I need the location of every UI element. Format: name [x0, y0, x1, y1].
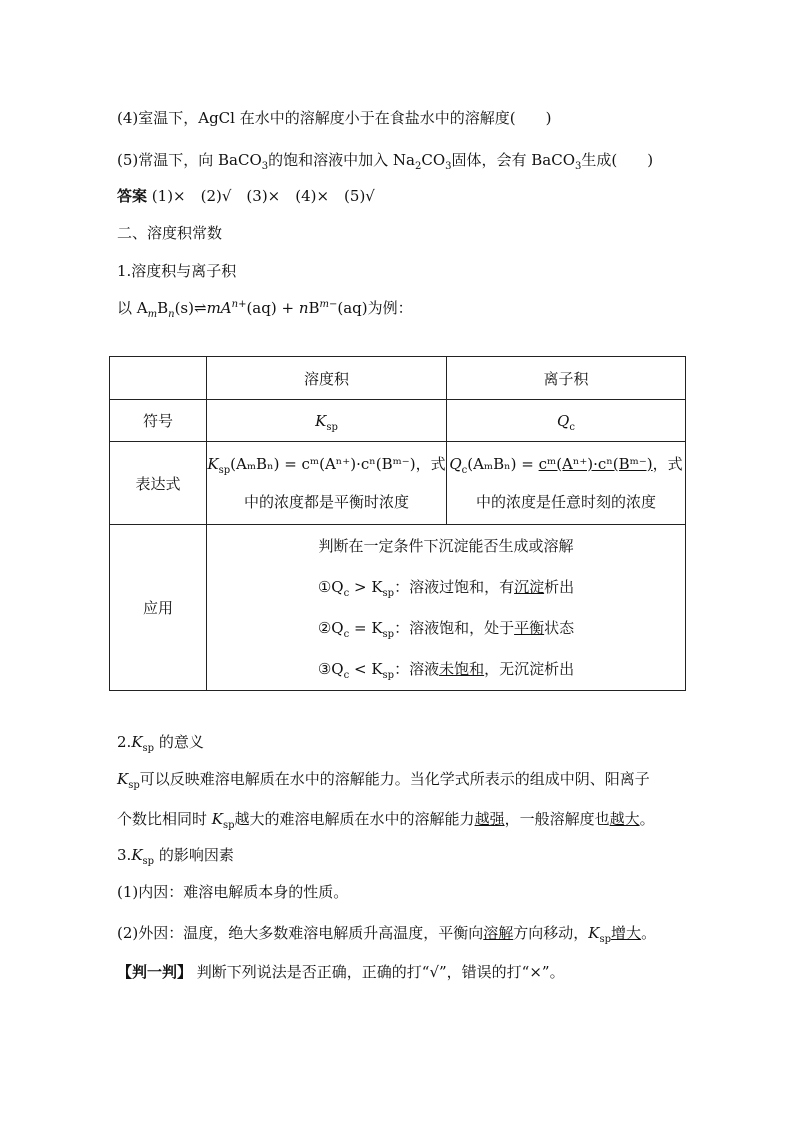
dissolution-equilibrium: 以 $A_mB_n(s)\rightleftharpoons mA^{n+}(aq) + nB^{m-}(aq)$为例： — [117, 299, 413, 320]
table-row: 应用 判断在一定条件下沉淀能否生成或溶解 $①Q_c > K_{sp}$：溶液过饱和，有沉淀析出 $②Q_c = K_{sp}$：溶液饱和，处于平衡状态 $③Q_c < K_{sp}$：溶液未饱和，无沉淀析出 — [110, 525, 686, 691]
judge-label: 【判一判】 — [117, 963, 193, 981]
subsection-2-title: $2.K_{sp}$ 的意义 — [117, 733, 204, 754]
section-title: 二、溶度积常数 — [117, 224, 223, 242]
paragraph: (2)外因：温度，绝大多数难溶电解质升高温度，平衡向溶解方向移动，$K_{sp}$增大。 — [117, 924, 657, 945]
judge-prompt: 【判一判】 判断下列说法是否正确，正确的打“√”，错误的打“×”。 — [117, 963, 565, 981]
table-row: 符号 $K_{sp}$ $Q_c$ — [110, 400, 686, 442]
answer-text: (1)× (2)√ (3)× (4)× (5)√ — [151, 187, 375, 205]
table-header-row — [110, 357, 686, 400]
answer-label: 答案 — [117, 187, 148, 205]
table-row: 表达式 $K_{sp}(A_mB_n)$ = cᵐ(Aⁿ⁺)·cⁿ(Bᵐ⁻)，式 中的浓度都是平衡时浓度 $Q_c(A_mB_n)$ = cᵐ(Aⁿ⁺)·cⁿ(Bᵐ⁻)，式 中的浓度是任意时刻的浓度 — [110, 442, 686, 525]
subsection-1-title: 1.溶度积与离子积 — [117, 262, 237, 280]
paragraph: $K_{sp}$可以反映难溶电解质在水中的溶解能力。当化学式所表示的组成中阴、阳离子 — [117, 770, 650, 791]
equilibrium-arrow-icon: ⇌ — [193, 299, 207, 317]
subsection-3-title: $3.K_{sp}$ 的影响因素 — [117, 846, 234, 867]
paragraph: (1)内因：难溶电解质本身的性质。 — [117, 883, 349, 901]
header-ksp: 溶度积 — [207, 357, 447, 400]
paragraph: 个数比相同时 $K_{sp}$越大的难溶电解质在水中的溶解能力越强，一般溶解度也越大。 — [117, 810, 655, 831]
header-qc: 离子积 — [447, 357, 686, 400]
ksp-qc-table — [109, 356, 686, 691]
quiz-item-5: (5)常温下，向 BaCO$_3$的饱和溶液中加入 $Na_2CO_3$固体，会有 BaCO$_3$生成( ) — [117, 151, 654, 172]
quiz-item-4 — [117, 108, 551, 128]
answer-line — [117, 186, 375, 206]
quiz-item-4-text: (4)室温下，AgCl 在水中的溶解度小于在食盐水中的溶解度( ) — [117, 109, 552, 127]
